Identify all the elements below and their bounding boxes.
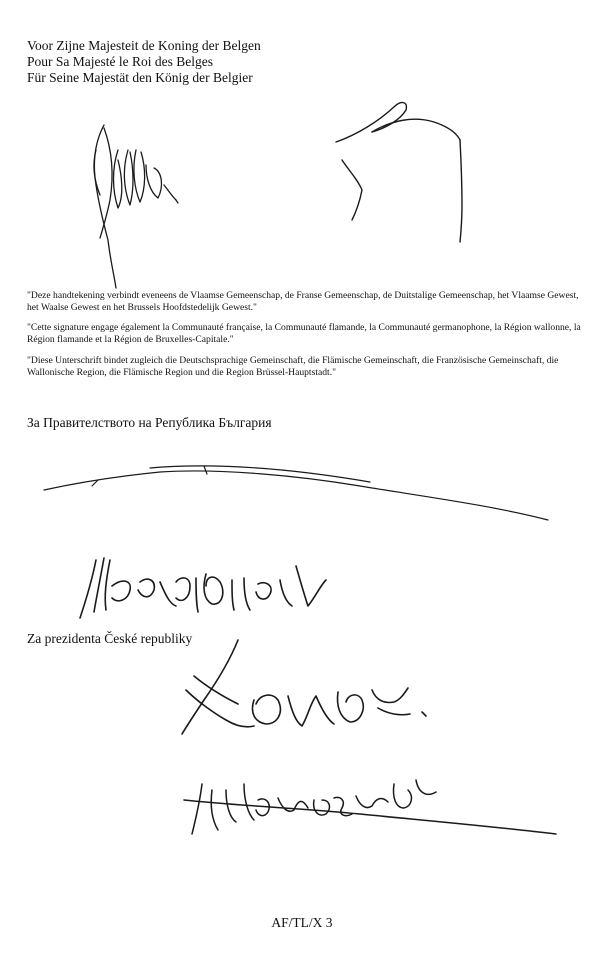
czech-signature-first	[182, 640, 426, 734]
belgium-heading-nl: Voor Zijne Majesteit de Koning der Belgen	[27, 38, 261, 53]
belgium-declaration-de: "Diese Unterschrift bindet zugleich die Deutschsprachige Gemeinschaft, die Flämische Gemeinschaft, die Französische Gemeinschaft, die Wallonische Region, die Flämische Region und die Region Brüssel-Hauptstadt."	[27, 355, 559, 378]
page-number: AF/TL/X 3	[271, 915, 333, 930]
belgium-declaration-nl: "Deze handtekening verbindt eveneens de Vlaamse Gemeenschap, de Franse Gemeenschap, de Duitstalige Gemeenschap, het Vlaamse Gewest, het Waalse Gewest en het Brussels Hoofdstedelijk Gewest."	[27, 290, 579, 313]
belgium-heading-fr: Pour Sa Majesté le Roi des Belges	[27, 54, 213, 69]
belgium-declaration-fr: "Cette signature engage également la Communauté française, la Communauté flamande, la Communauté germanophone, la Région wallonne, la Région flamande et la Région de Bruxelles-Capitale."	[27, 322, 581, 345]
bulgaria-heading: За Правителството на Република България	[27, 415, 272, 430]
belgium-heading-de: Für Seine Majestät den König der Belgier	[27, 70, 253, 85]
czech-signature-second	[184, 780, 556, 834]
czech-heading: Za prezidenta České republiky	[27, 631, 193, 646]
